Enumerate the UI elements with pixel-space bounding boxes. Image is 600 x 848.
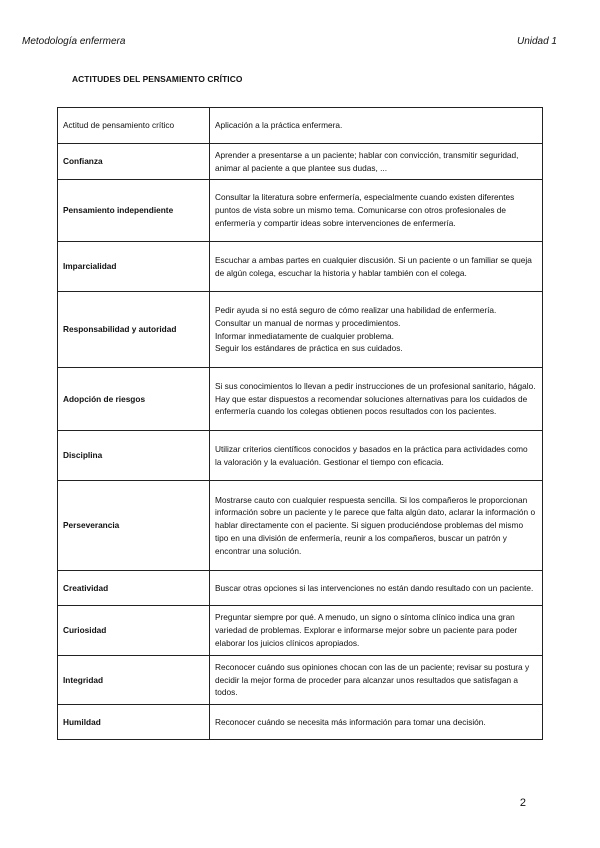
table-row xyxy=(58,705,543,740)
application-cell: Si sus conocimientos lo llevan a pedir instrucciones de un profesional sanitario, hágalo. Hay que estar dispuestos a recomendar soluciones alternativas para los cuidados de enfermería cuando los colegas obtienen pocos resultados con los pacientes. xyxy=(210,368,543,431)
section-title: ACTITUDES DEL PENSAMIENTO CRÍTICO xyxy=(72,74,243,84)
application-cell: Consultar la literatura sobre enfermería, especialmente cuando existen diferentes puntos de vista sobre un mismo tema. Comunicarse con otros profesionales de enfermería y compartir ideas sobre intervenciones de enfermería. xyxy=(210,180,543,242)
application-line: Informar inmediatamente de cualquier problema. xyxy=(215,330,394,341)
application-cell xyxy=(210,292,543,368)
application-cell: Preguntar siempre por qué. A menudo, un signo o síntoma clínico indica una gran variedad de problemas. Explorar e informarse mejor sobre un paciente para poder elaborar los juicios clínicos apropiados. xyxy=(210,606,543,656)
attitude-cell: Curiosidad xyxy=(58,606,210,656)
attitude-cell: Imparcialidad xyxy=(58,242,210,292)
attitude-cell: Pensamiento independiente xyxy=(58,180,210,242)
table-row xyxy=(58,144,543,180)
attitude-cell: Responsabilidad y autoridad xyxy=(58,292,210,368)
table-row xyxy=(58,606,543,656)
application-cell: Escuchar a ambas partes en cualquier discusión. Si un paciente o un familiar se queja de algún colega, escuchar la historia y hablar también con el colega. xyxy=(210,242,543,292)
page-number: 2 xyxy=(519,797,526,809)
table-row xyxy=(58,368,543,431)
document-header-title: Metodología enfermera xyxy=(22,36,126,47)
application-line: Consultar un manual de normas y procedimientos. xyxy=(215,317,401,328)
table-row xyxy=(58,292,543,368)
table-row xyxy=(58,431,543,481)
table-header-row xyxy=(58,108,543,144)
document-header-unit: Unidad 1 xyxy=(516,36,557,47)
attitude-cell: Humildad xyxy=(58,705,210,740)
application-cell: Aprender a presentarse a un paciente; hablar con convicción, transmitir seguridad, animar al paciente a que plantee sus dudas, ... xyxy=(210,144,543,180)
table-row xyxy=(58,242,543,292)
application-cell: Utilizar criterios científicos conocidos y basados en la práctica para actividades como la valoración y la evaluación. Gestionar el tiempo con eficacia. xyxy=(210,431,543,481)
table-row xyxy=(58,656,543,705)
attitude-cell: Creatividad xyxy=(58,571,210,606)
application-cell: Mostrarse cauto con cualquier respuesta sencilla. Si los compañeros le proporcionan información sobre un paciente y le parece que falta algún dato, aclarar la información o hablar directamente con el paciente. Si siguen produciéndose problemas del mismo tipo en una división de enfermería, reunir a los compañeros, buscar un patrón y encontrar una solución. xyxy=(210,481,543,571)
table-row xyxy=(58,180,543,242)
attitude-cell: Integridad xyxy=(58,656,210,705)
application-cell: Reconocer cuándo sus opiniones chocan con las de un paciente; revisar su postura y decidir la mejor forma de proceder para alcanzar unos resultados que satisfagan a todos. xyxy=(210,656,543,705)
application-cell: Reconocer cuándo se necesita más información para tomar una decisión. xyxy=(210,705,543,740)
attitude-cell: Confianza xyxy=(58,144,210,180)
attitude-cell: Disciplina xyxy=(58,431,210,481)
column-header-application: Aplicación a la práctica enfermera. xyxy=(210,108,543,144)
attitudes-table xyxy=(57,107,543,740)
attitude-cell: Perseverancia xyxy=(58,481,210,571)
table-row xyxy=(58,481,543,571)
attitude-cell: Adopción de riesgos xyxy=(58,368,210,431)
application-line: Pedir ayuda si no está seguro de cómo realizar una habilidad de enfermería. xyxy=(215,304,497,315)
application-line: Seguir los estándares de práctica en sus cuidados. xyxy=(215,343,403,354)
column-header-attitude: Actitud de pensamiento crítico xyxy=(58,108,210,144)
application-cell: Buscar otras opciones si las intervenciones no están dando resultado con un paciente. xyxy=(210,571,543,606)
table-row xyxy=(58,571,543,606)
